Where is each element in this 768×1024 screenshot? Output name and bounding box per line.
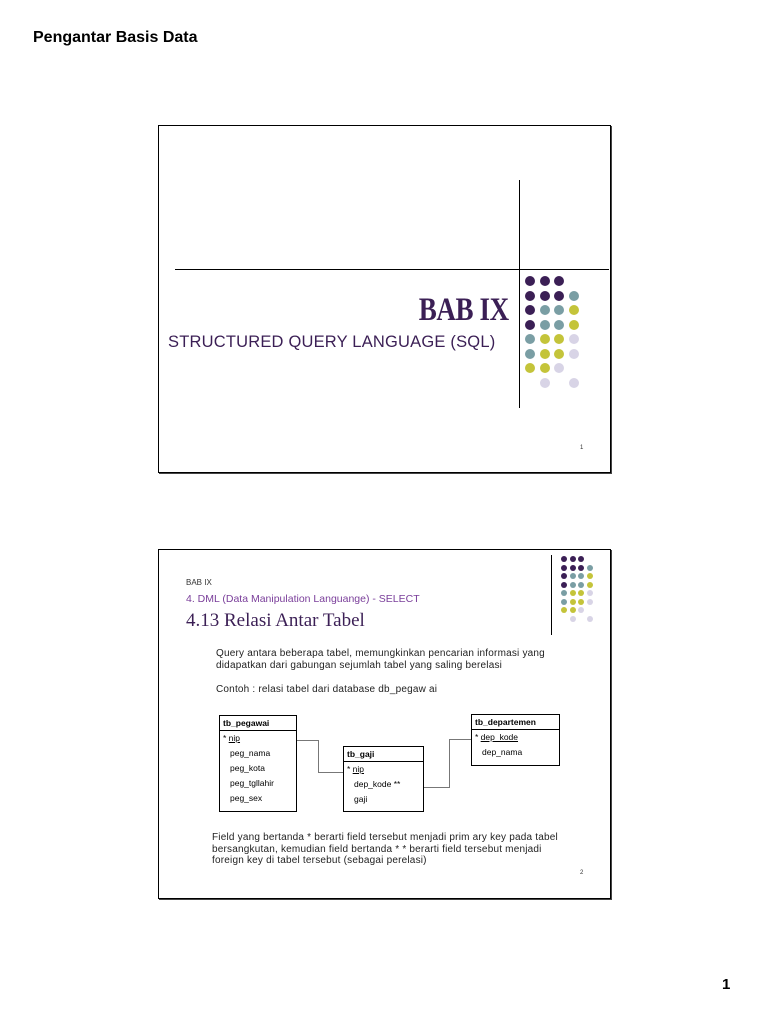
decorative-dot xyxy=(570,573,576,579)
page-number: 1 xyxy=(722,976,731,993)
decorative-dot xyxy=(525,363,535,373)
decorative-dot xyxy=(570,565,576,571)
intro-paragraph xyxy=(216,648,586,671)
decorative-dot xyxy=(570,582,576,588)
decorative-dot xyxy=(587,582,593,588)
table-tb-gaji xyxy=(343,746,424,812)
decorative-dot xyxy=(587,599,593,605)
slide1-horizontal-divider xyxy=(175,269,609,270)
decorative-dot xyxy=(578,573,584,579)
decorative-dot xyxy=(578,582,584,588)
decorative-dot xyxy=(554,349,564,359)
decorative-dot xyxy=(540,305,550,315)
intro-line: Query antara beberapa tabel, memungkinkan pencarian informasi yang xyxy=(216,648,545,659)
decorative-dot xyxy=(554,363,564,373)
note-line: bersangkutan, kemudian field bertanda * * berarti field tersebut menjadi xyxy=(212,843,542,855)
decorative-dot xyxy=(569,378,579,388)
slide-1 xyxy=(158,125,611,473)
decorative-dot xyxy=(578,565,584,571)
table-name: tb_pegawai xyxy=(220,716,296,731)
relation-line xyxy=(449,739,471,740)
decorative-dot xyxy=(525,276,535,286)
decorative-dot xyxy=(540,363,550,373)
decorative-dot xyxy=(587,565,593,571)
table-field: gaji xyxy=(354,794,368,804)
table-field: * dep_kode xyxy=(475,732,519,742)
decorative-dot xyxy=(570,556,576,562)
decorative-dot xyxy=(525,349,535,359)
slide2-number: 2 xyxy=(580,870,584,876)
slide2-title: 4.13 Relasi Antar Tabel xyxy=(186,610,365,631)
slide1-subtitle: STRUCTURED QUERY LANGUAGE (SQL) xyxy=(168,333,496,351)
relation-line xyxy=(318,740,319,772)
table-field: peg_tgllahir xyxy=(230,778,274,788)
decorative-dot xyxy=(561,599,567,605)
decorative-dot xyxy=(554,276,564,286)
decorative-dot xyxy=(561,573,567,579)
slide1-title: BAB IX xyxy=(418,292,509,328)
example-text: Contoh : relasi tabel dari database db_pegaw ai xyxy=(216,684,438,695)
decorative-dot xyxy=(525,291,535,301)
decorative-dot xyxy=(561,556,567,562)
decorative-dot xyxy=(587,573,593,579)
decorative-dot xyxy=(570,599,576,605)
document-header-title: Pengantar Basis Data xyxy=(33,29,198,46)
decorative-dot xyxy=(578,590,584,596)
decorative-dot xyxy=(540,378,550,388)
table-tb-pegawai xyxy=(219,715,297,812)
slide2-section: 4. DML (Data Manipulation Languange) - SELECT xyxy=(186,593,420,605)
decorative-dot xyxy=(561,582,567,588)
decorative-dot xyxy=(561,607,567,613)
relation-line xyxy=(449,739,450,788)
table-field: dep_kode ** xyxy=(354,779,401,789)
decorative-dot xyxy=(569,320,579,330)
note-line: foreign key di tabel tersebut (sebagai perelasi) xyxy=(212,855,427,866)
decorative-dot xyxy=(540,349,550,359)
decorative-dot xyxy=(540,291,550,301)
decorative-dot xyxy=(587,590,593,596)
decorative-dot xyxy=(540,276,550,286)
decorative-dot xyxy=(540,320,550,330)
decorative-dot xyxy=(570,607,576,613)
table-field: dep_nama xyxy=(482,747,523,757)
relation-line xyxy=(296,740,318,741)
decorative-dot xyxy=(570,590,576,596)
decorative-dot xyxy=(578,556,584,562)
decorative-dot xyxy=(525,320,535,330)
decorative-dot xyxy=(554,320,564,330)
decorative-dot xyxy=(569,334,579,344)
decorative-dot xyxy=(587,616,593,622)
decorative-dot xyxy=(554,291,564,301)
decorative-dot xyxy=(570,616,576,622)
decorative-dot xyxy=(554,305,564,315)
relation-line xyxy=(422,787,449,788)
table-name: tb_gaji xyxy=(344,747,423,762)
table-field: peg_nama xyxy=(230,748,271,758)
table-name: tb_departemen xyxy=(472,715,559,730)
decorative-dot xyxy=(578,599,584,605)
table-field: peg_sex xyxy=(230,793,263,803)
relation-line xyxy=(318,772,343,773)
table-field: peg_kota xyxy=(230,763,265,773)
decorative-dot xyxy=(525,305,535,315)
decorative-dot xyxy=(569,349,579,359)
decorative-dot xyxy=(525,334,535,344)
slide2-vertical-divider xyxy=(551,555,552,635)
slide2-chapter: BAB IX xyxy=(186,578,212,587)
decorative-dot xyxy=(540,334,550,344)
decorative-dot xyxy=(578,607,584,613)
note-line: Field yang bertanda * berarti field tersebut menjadi prim ary key pada tabel xyxy=(212,832,558,843)
slide-2 xyxy=(158,549,611,899)
note-paragraph xyxy=(212,832,607,867)
slide1-vertical-divider xyxy=(519,180,520,408)
decorative-dot xyxy=(569,305,579,315)
table-field: * nip xyxy=(347,764,365,774)
slide1-number: 1 xyxy=(580,445,584,451)
decorative-dot xyxy=(569,291,579,301)
decorative-dot xyxy=(561,565,567,571)
decorative-dot xyxy=(561,590,567,596)
table-field: * nip xyxy=(223,733,241,743)
decorative-dot xyxy=(554,334,564,344)
intro-line: didapatkan dari gabungan sejumlah tabel yang saling berelasi xyxy=(216,659,503,671)
table-tb-departemen xyxy=(471,714,560,766)
